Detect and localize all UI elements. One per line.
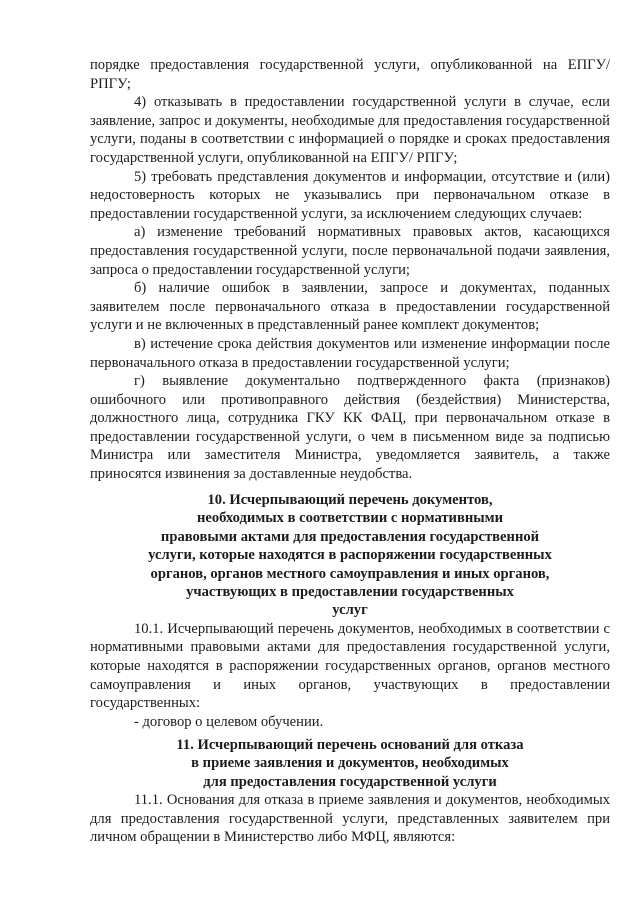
sub-item-g: г) выявление документально подтвержденного факта (признаков) ошибочного или противоправного действия (бездействия) Министерства, должностного лица, сотрудника ГКУ КК ФАЦ, при первоначальном отказе в предоставлении государственной услуги, о чем в письменном виде за подписью Министра или заместителя Министра, уведомляется заявитель, а также приносятся извинения за доставленные неудобства. [90, 373, 610, 483]
heading-line: необходимых в соответствии с нормативными [197, 510, 503, 527]
list-items-block [90, 56, 610, 484]
heading-line: услуг [332, 602, 368, 619]
sub-item-a: а) изменение требований нормативных правовых актов, касающихся предоставления государственной услуги, после первоначальной подачи заявления, запроса о предоставлении государственной услуги; [90, 224, 610, 278]
list-item-4: 4) отказывать в предоставлении государственной услуги в случае, если заявление, запрос и документы, необходимые для предоставления государственной услуги, поданы в соответствии с информацией о порядке и сроках предоставления государственной услуги, опубликованной на ЕПГУ/ РПГУ; [90, 94, 610, 166]
section-10-heading [90, 491, 610, 620]
sub-item-v: в) истечение срока действия документов или изменение информации после первоначального отказа в предоставлении государственной услуги; [90, 335, 610, 371]
section-10-list-item: - договор о целевом обучении. [134, 713, 324, 730]
heading-line: участвующих в предоставлении государственных [186, 584, 514, 601]
heading-line: 10. Исчерпывающий перечень документов, [207, 492, 493, 508]
heading-line: в приеме заявления и документов, необходимых [191, 755, 509, 772]
section-10 [90, 491, 610, 731]
section-11 [90, 736, 610, 847]
heading-line: правовыми актами для предоставления государственной [160, 528, 540, 545]
heading-line: 11. Исчерпывающий перечень оснований для отказа [176, 737, 524, 753]
sub-item-b: б) наличие ошибок в заявлении, запросе и документах, поданных заявителем после первоначального отказа в предоставлении государственной услуги и не включенных в представленный ранее комплект документов; [90, 280, 610, 334]
section-10-paragraph: 10.1. Исчерпывающий перечень документов, необходимых в соответствии с нормативными правовыми актами для предоставления государственной услуги, которые находятся в распоряжении государственных органов, органов местного самоуправления и иных органов, участвующих в предоставлении государственных: [90, 620, 610, 712]
section-11-heading [90, 736, 610, 791]
heading-line: услуги, которые находятся в распоряжении государственных [148, 547, 552, 564]
heading-line: для предоставления государственной услуги [203, 773, 497, 790]
list-item-5: 5) требовать представления документов и информации, отсутствие и (или) недостоверность которых не указывались при первоначальном отказе в предоставлении государственной услуги, за исключением следующих случаев: [90, 168, 610, 222]
heading-line: органов, органов местного самоуправления и иных органов, [150, 565, 550, 582]
section-11-paragraph: 11.1. Основания для отказа в приеме заявления и документов, необходимых для предоставления государственной услуги, представленных заявителем при личном обращении в Министерство либо МФЦ, являются: [90, 792, 610, 846]
paragraph-continuation: порядке предоставления государственной услуги, опубликованной на ЕПГУ/ РПГУ; [90, 57, 610, 92]
